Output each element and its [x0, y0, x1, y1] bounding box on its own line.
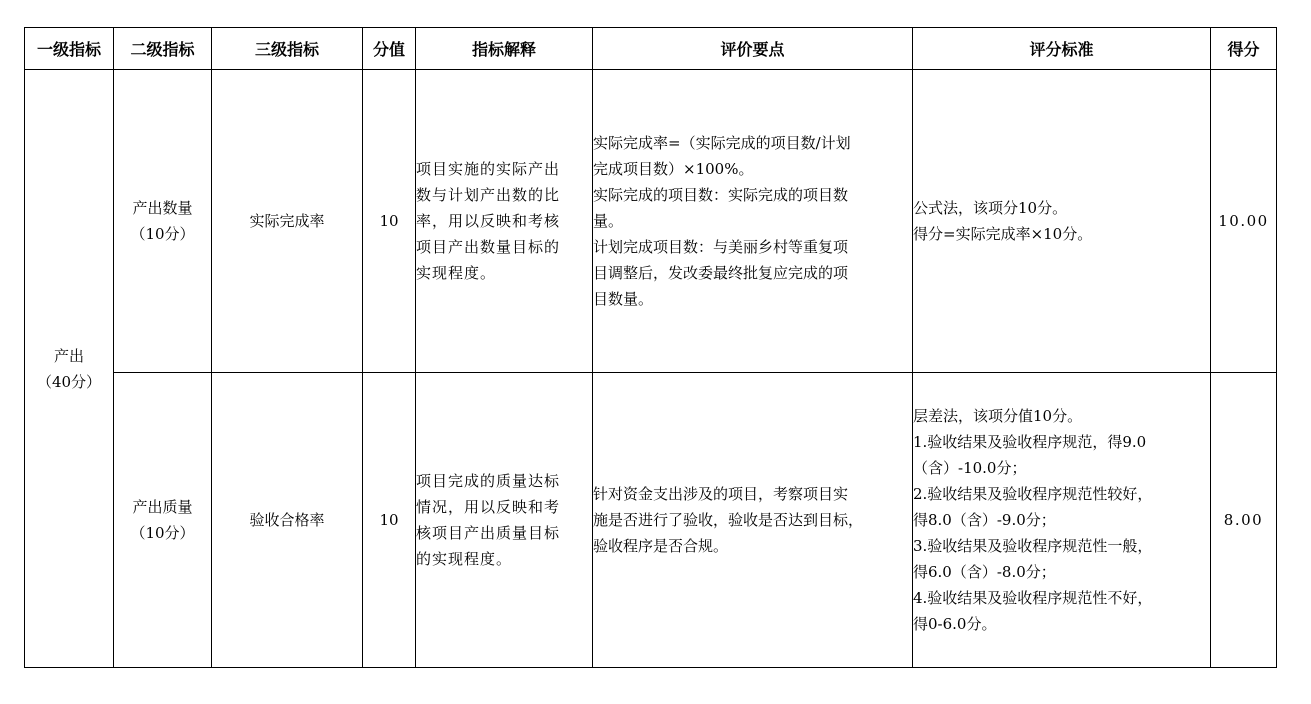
key-points-line: 实际完成的项目数：实际完成的项目数: [593, 186, 849, 204]
level3-cell: 验收合格率: [212, 373, 363, 668]
criteria-line: 2.验收结果及验收程序规范性较好，: [913, 485, 1153, 503]
criteria-line: 得8.0（含）-9.0分；: [913, 511, 1056, 529]
level1-name: 产出: [53, 346, 84, 365]
header-value: 分值: [363, 28, 416, 70]
key-points-cell: [593, 373, 913, 668]
level2-name: 产出数量: [132, 199, 193, 217]
header-criteria: 评分标准: [913, 28, 1211, 70]
level1-points: （40分）: [36, 372, 102, 391]
criteria-line: 层差法，该项分值10分。: [913, 407, 1083, 425]
explanation-line: 项目完成的质量达标: [416, 472, 561, 490]
criteria-line: 得分=实际完成率×10分。: [913, 225, 1093, 243]
key-points-line: 量。: [593, 212, 624, 230]
evaluation-table: [24, 27, 1277, 668]
explanation-line: 的实现程度。: [416, 550, 513, 568]
key-points-line: 施是否进行了验收，验收是否达到目标，: [593, 511, 864, 529]
score-cell: 8.00: [1211, 373, 1277, 668]
criteria-cell: [913, 70, 1211, 373]
key-points-line: 实际完成率=（实际完成的项目数/计划: [593, 134, 851, 152]
key-points-line: 目数量。: [593, 290, 654, 308]
criteria-cell: [913, 373, 1211, 668]
key-points-line: 完成项目数）×100%。: [593, 160, 754, 178]
explanation-line: 核项目产出质量目标: [416, 524, 561, 542]
table-row: [25, 70, 1277, 373]
header-score: 得分: [1211, 28, 1277, 70]
criteria-line: 得6.0（含）-8.0分；: [913, 563, 1056, 581]
header-level3: 三级指标: [212, 28, 363, 70]
level3-cell: 实际完成率: [212, 70, 363, 373]
header-explanation: 指标解释: [416, 28, 593, 70]
level2-points: （10分）: [130, 225, 195, 243]
value-cell: 10: [363, 70, 416, 373]
criteria-line: 3.验收结果及验收程序规范性一般，: [913, 537, 1153, 555]
header-row: [25, 28, 1277, 70]
explanation-line: 项目产出数量目标的: [416, 238, 561, 256]
criteria-line: 公式法，该项分10分。: [913, 199, 1068, 217]
criteria-line: 1.验收结果及验收程序规范，得9.0: [913, 433, 1147, 451]
level2-name: 产出质量: [132, 498, 193, 516]
score-cell: 10.00: [1211, 70, 1277, 373]
key-points-cell: [593, 70, 913, 373]
header-level2: 二级指标: [114, 28, 212, 70]
value-cell: 10: [363, 373, 416, 668]
header-key-points: 评价要点: [593, 28, 913, 70]
criteria-line: 4.验收结果及验收程序规范性不好，: [913, 589, 1153, 607]
key-points-line: 针对资金支出涉及的项目，考察项目实: [593, 485, 849, 503]
level2-cell: [114, 373, 212, 668]
explanation-cell: [416, 373, 593, 668]
explanation-cell: [416, 70, 593, 373]
level1-cell: [25, 70, 114, 668]
explanation-line: 率，用以反映和考核: [416, 212, 561, 230]
level2-cell: [114, 70, 212, 373]
key-points-line: 目调整后，发改委最终批复应完成的项: [593, 264, 849, 282]
criteria-line: （含）-10.0分；: [913, 459, 1027, 477]
explanation-line: 数与计划产出数的比: [416, 186, 561, 204]
key-points-line: 验收程序是否合规。: [593, 537, 729, 555]
explanation-line: 实现程度。: [416, 264, 497, 282]
level2-points: （10分）: [130, 524, 195, 542]
table-row: [25, 373, 1277, 668]
key-points-line: 计划完成项目数：与美丽乡村等重复项: [593, 238, 849, 256]
header-level1: 一级指标: [25, 28, 114, 70]
criteria-line: 得0-6.0分。: [913, 615, 997, 633]
explanation-line: 项目实施的实际产出: [416, 160, 561, 178]
explanation-line: 情况，用以反映和考: [416, 498, 561, 516]
